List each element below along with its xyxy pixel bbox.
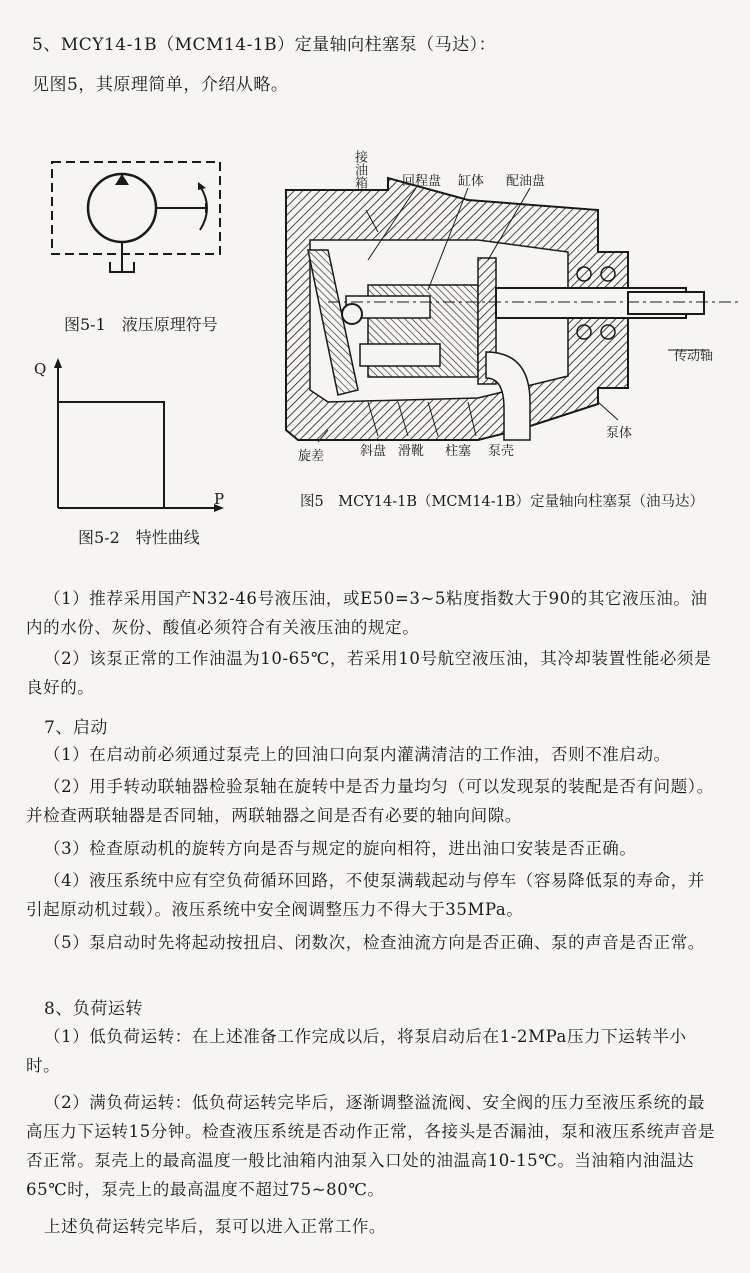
- label-gangti: 缸体: [458, 174, 485, 189]
- section-7-item-3: （3）检查原动机的旋转方向是否与规定的旋向相符，进出油口安装是否正确。: [44, 839, 637, 858]
- label-zhusai: 柱塞: [445, 444, 472, 459]
- section-7-heading: 7、启动: [44, 718, 108, 738]
- characteristic-curve-chart: [30, 356, 230, 516]
- label-jieyouxiang: 接油箱: [352, 150, 367, 189]
- section-8-closing: 上述负荷运转完毕后，泵可以进入正常工作。: [44, 1217, 386, 1236]
- label-xiepan: 斜盘: [360, 444, 387, 459]
- section-8-item-2: （2）满负荷运转：低负荷运转完毕后，逐渐调整溢流阀、安全阀的压力至液压系统的最高压力下运转15分钟。检查液压系统是否动作正常，各接头是否漏油，泵和液压系统声音是否正常。泵壳上的最高温度一般比油箱内油泵入口处的油温高10-15℃。当油箱内油温达65℃时，泵壳上的最高温度不超过75~80℃。: [26, 1093, 716, 1199]
- section-7-item-2: （2）用手转动联轴器检验泵轴在旋转中是否力量均匀（可以发现泵的装配是否有问题）。并检查两联轴器是否同轴，两联轴器之间是否有必要的轴向间隙。: [26, 777, 714, 825]
- section-7-item-5: （5）泵启动时先将起动按扭启、闭数次，检查油流方向是否正确、泵的声音是否正常。: [44, 933, 705, 952]
- section-5-intro: 见图5，其原理简单，介绍从略。: [32, 75, 289, 95]
- fig-5-caption: 图5 MCY14-1B（MCM14-1B）定量轴向柱塞泵（油马达）: [300, 494, 704, 510]
- hydraulic-symbol-diagram: [38, 150, 238, 290]
- section-7-item-1: （1）在启动前必须通过泵壳上的回油口向泵内灌满清洁的工作油，否则不准启动。: [44, 745, 671, 764]
- fig-5-2-caption: 图5-2 特性曲线: [78, 528, 200, 547]
- label-peiyoupan: 配油盘: [506, 174, 546, 189]
- pump-cross-section-diagram: [268, 140, 740, 480]
- fig-5-2-y-axis-label: Q: [34, 360, 47, 378]
- note-2: （2）该泵正常的工作油温为10-65℃，若采用10号航空液压油，其冷却装置性能必须是良好的。: [26, 649, 712, 697]
- label-huichengpan: 回程盘: [402, 174, 442, 189]
- label-bengke: 泵壳: [488, 444, 515, 459]
- fig-5-1-caption: 图5-1 液压原理符号: [64, 315, 218, 334]
- label-chuandongzhou: 传动轴: [674, 349, 714, 364]
- label-xuanzhuan: 旋差: [298, 449, 325, 464]
- section-8-item-1: （1）低负荷运转：在上述准备工作完成以后，将泵启动后在1-2MPa压力下运转半小时。: [26, 1027, 687, 1075]
- fig-5-2-x-axis-label: P: [214, 490, 225, 508]
- label-huaxue: 滑靴: [398, 444, 425, 459]
- section-7-item-4: （4）液压系统中应有空负荷循环回路，不使泵满载起动与停车（容易降低泵的寿命，并引起原动机过载）。液压系统中安全阀调整压力不得大于35MPa。: [26, 871, 705, 919]
- section-5-heading: 5、MCY14-1B（MCM14-1B）定量轴向柱塞泵（马达）：: [32, 35, 497, 55]
- section-8-heading: 8、负荷运转: [44, 999, 143, 1019]
- label-bengti: 泵体: [606, 426, 633, 441]
- note-1: （1）推荐采用国产N32-46号液压油，或E50=3~5粘度指数大于90的其它液压油。油内的水份、灰份、酸值必须符合有关液压油的规定。: [26, 589, 708, 637]
